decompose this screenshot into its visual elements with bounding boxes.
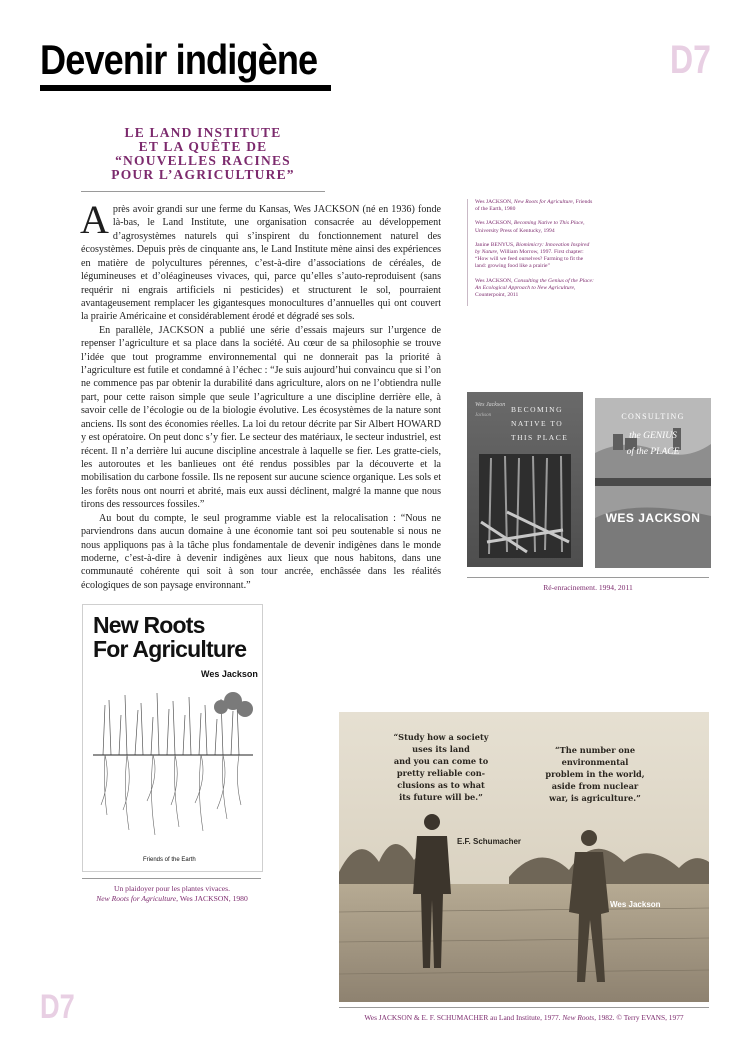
quote-right (545, 745, 644, 803)
article-body (80, 197, 441, 592)
cover1-author: Wes Jackson (475, 402, 506, 408)
bib-author: Wes JACKSON, (475, 199, 514, 205)
newroots-caption (74, 884, 270, 904)
quote-left-line: and you can come to (393, 756, 489, 766)
book-cover-consulting-genius (595, 398, 711, 568)
bib-author: Wes JACKSON, (475, 277, 514, 284)
bib-author: Wes JACKSON, (475, 220, 514, 227)
paragraph-3: Au bout du compte, le seul programme viable est la relocalisation : “Nous ne parviendrons dans aucun domaine à une économie tant soi peu soutenable si nous ne nous appliquons pas à la tâche plus fondamentale de devenir indigènes dans le monde moderne, c’est-à-dire à devenir indigènes aux lieux que nous habitons, dans une communauté cohérente qui soit à son tour ancrée, enchâssée dans les réalités écologiques de son paysage environnant.” (81, 512, 441, 591)
section-heading-line: ET LA QUÊTE DE (138, 139, 268, 154)
bib-entry (475, 242, 595, 271)
section-heading-line: POUR L’AGRICULTURE” (111, 167, 295, 182)
photo-jackson-schumacher (339, 712, 709, 1002)
page-code-bottom: D7 (40, 988, 75, 1026)
heading-rule (81, 191, 325, 192)
bib-title: Consulting the Genius of the Place: An Ecological Approach to New Agriculture (475, 277, 594, 291)
bib-title: Becoming Native to This Place (513, 220, 584, 227)
book-cover-art (467, 392, 583, 567)
cover2-author: WES JACKSON (605, 511, 701, 525)
newroots-title-line: New Roots (93, 612, 205, 638)
drop-cap: A (80, 197, 109, 242)
paragraph-2: En parallèle, JACKSON a publié une série d’essais majeurs sur l’urgence de repenser l’agriculture et sa place dans la société. Au cœur de sa philosophie se trouve l’idée que tout programme environnemental qui ne donnerait pas la priorité à l’agriculture est futile et condamné à l’échec : “Je suis aujourd’hui convaincu que si l’on ne commence pas par obtenir la durabilité dans agriculture, alors on ne l’obtiendra nulle part, pour cette raison simple que seule l’agriculture a une discipline derrière elle, à savoir celle de l’écologie ou de la biologie évolutive. Les écosystèmes de la nature sont anciens. Ils sont des économies réelles. La loi du retour décrite par Sir Albert HOWARD y est opératoire. On peut donc s’y fier. Le secteur des matériaux, le secteur industriel, est récent. Il n’a derrière lui aucune discipline ancestrale à laquelle se fier. Les gratte-ciels, les autoroutes et les banlieues ont été rendus possibles par la découverte et la mobilisation du carbone fossile. Ils ne reposent sur aucune science organique. Les sols et les forêts nous ont nourri et abrité, mais eux aussi déclinent, malgré la manne que nous tirons des ressources fossiles.” (81, 324, 441, 511)
cover2-title-line: of the PLACE (626, 447, 680, 457)
book-cover-art (83, 605, 262, 871)
section-heading (81, 126, 325, 182)
newroots-caption-rest: , Wes JACKSON, 1980 (176, 894, 248, 903)
newroots-caption-line (74, 894, 270, 904)
photo-caption-rule (339, 1007, 709, 1008)
photo-caption (339, 1013, 709, 1023)
paragraph-1-text: près avoir grandi sur une ferme du Kansas, Wes JACKSON (né en 1936) fonde là-bas, le Land Institute, une organisation consacrée au développement d’agrosystèmes naturels qui s’inspirent du fonctionnement naturel des écosystèmes. Depuis près de cinquante ans, le Land Institute mène ainsi des expériences en matière de polycultures pérennes, c’est-à-dire d’associations de céréales, de légumineuses et d’oléagineuses vivaces, qui, parce qu’elles s’auto-reproduisent (sans requérir ni engrais artificiels ni pesticides) et structurent le sol, pourraient avantageusement remplacer les gigantesques monocultures d’annuelles qui ont couvert la prairie Américaine et considérablement érodé et dégradé ses sols. (81, 204, 441, 323)
newroots-caption-line: Un plaidoyer pour les plantes vivaces. (114, 884, 230, 893)
bib-details: , University Press of Kentucky, 1994 (475, 220, 585, 234)
photo-caption-credit: , 1982. © Terry EVANS, 1977 (594, 1013, 684, 1022)
photo-caption-text: Wes JACKSON & E. F. SCHUMACHER au Land Institute, 1977. (364, 1013, 563, 1022)
section-heading-line: LE LAND INSTITUTE (124, 125, 282, 140)
quote-left-line: “Study how a society (393, 732, 489, 742)
quote-right-line: environmental (561, 757, 629, 767)
bib-entry (475, 199, 595, 213)
book-cover-new-roots (82, 604, 263, 872)
cover2-title-line: CONSULTING (621, 412, 685, 421)
cover2-title-line: the GENIUS (629, 431, 677, 441)
photo-caption-title: New Roots (562, 1013, 595, 1022)
newroots-caption-title: New Roots for Agriculture (96, 894, 177, 903)
quote-right-line: war, is agriculture.” (549, 793, 641, 803)
page-title: Devenir indigène (40, 36, 318, 83)
covers-caption-rule (467, 577, 709, 578)
quote-left-line: clusions as to what (397, 780, 485, 790)
quote-left-line: uses its land (412, 744, 470, 754)
cover1-title-line: THIS PLACE (511, 433, 569, 442)
quote-left-line: pretty reliable con- (396, 768, 486, 778)
book-cover-becoming-native (467, 392, 583, 567)
quote-right-line: “The number one (554, 745, 636, 755)
page-code-top: D7 (670, 38, 711, 82)
quote-left-line: its future will be.” (399, 792, 483, 802)
bibliography (467, 199, 595, 306)
paragraph-1 (80, 197, 441, 324)
photo-art (339, 712, 709, 1002)
book-cover-art (595, 398, 711, 568)
bib-entry (475, 278, 595, 300)
photo-label-schumacher: E.F. Schumacher (457, 837, 522, 846)
newroots-caption-rule (82, 878, 261, 879)
quote-right-line: problem in the world, (545, 769, 645, 779)
bib-details: , Counterpoint, 2011 (475, 284, 576, 299)
bib-title: Biomimicry: Innovation Inspired by Nature (475, 241, 590, 256)
newroots-author: Wes Jackson (201, 669, 258, 679)
newroots-title-line: For Agriculture (93, 636, 247, 662)
bib-details: , Friends of the Earth, 1980 (475, 199, 593, 213)
bib-details: , William Morrow, 1997. First chapter: “How will we feed ourselves? Farming to fit the land: growing food like a prairie” (475, 249, 584, 270)
newroots-publisher: Friends of the Earth (143, 857, 196, 863)
bib-author: Janine BENYUS, (475, 241, 516, 248)
cover1-title-line: BECOMING (511, 405, 564, 414)
bib-entry (475, 220, 595, 234)
cover1-title-line: NATIVE TO (511, 419, 564, 428)
covers-caption: Ré-enracinement. 1994, 2011 (543, 583, 633, 592)
section-heading-line: “NOUVELLES RACINES (115, 153, 291, 168)
bib-title: New Roots for Agriculture (513, 199, 573, 205)
title-underline (40, 85, 331, 91)
svg-text:Jackson: Jackson (475, 413, 492, 418)
photo-label-jackson: Wes Jackson (610, 900, 661, 909)
quote-right-line: aside from nuclear (551, 781, 639, 791)
